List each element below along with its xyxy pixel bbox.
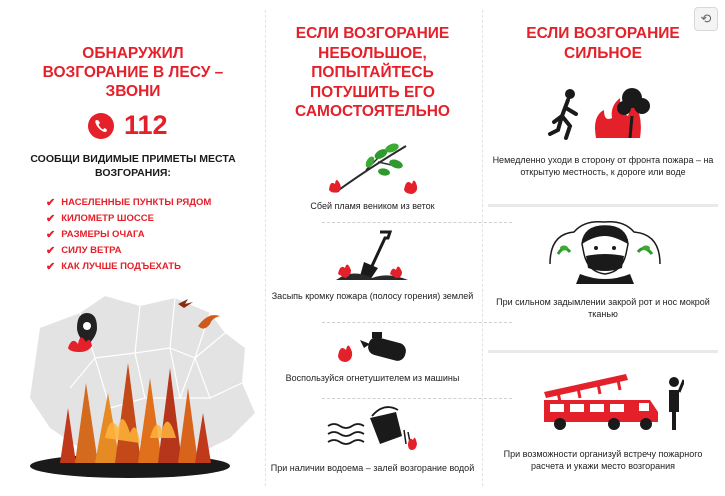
face-mask-icon <box>544 214 666 284</box>
column-divider <box>265 10 266 486</box>
list-item: ✔ КАК ЛУЧШЕ ПОДЪЕХАТЬ <box>46 260 181 273</box>
refresh-button[interactable] <box>694 7 718 31</box>
call-column <box>0 0 262 496</box>
checkmark-icon: ✔ <box>46 212 56 225</box>
emergency-phone <box>88 110 168 141</box>
call-heading: ОБНАРУЖИЛ ВОЗГОРАНИЕ В ЛЕСУ – ЗВОНИ <box>42 45 224 100</box>
phone-icon <box>88 113 114 139</box>
branch-fire-icon <box>326 140 418 196</box>
signs-title: СООБЩИ ВИДИМЫЕ ПРИМЕТЫ МЕСТА ВОЗГОРАНИЯ: <box>30 153 236 179</box>
extinguisher-icon <box>334 326 410 368</box>
refresh-icon: ⟲ <box>700 11 712 26</box>
step-divider <box>488 350 718 353</box>
list-item: ✔ СИЛУ ВЕТРА <box>46 244 122 257</box>
checkmark-icon: ✔ <box>46 260 56 273</box>
burning-forest-map-illustration <box>10 288 260 488</box>
step-text: Немедленно уходи в сторону от фронта пожара – на открытую местность, к дороге или воде <box>492 155 714 177</box>
column-divider <box>482 10 483 486</box>
step-text: Воспользуйся огнетушителем из машины <box>285 373 460 383</box>
step-divider <box>322 222 512 223</box>
list-item: ✔ КИЛОМЕТР ШОССЕ <box>46 212 154 225</box>
step-divider <box>322 398 512 399</box>
strong-fire-heading: ЕСЛИ ВОЗГОРАНИЕ СИЛЬНОЕ <box>526 25 680 62</box>
checkmark-icon: ✔ <box>46 244 56 257</box>
step-text: Засыпь кромку пожара (полосу горения) землей <box>271 291 474 301</box>
running-person-icon <box>548 80 658 146</box>
step-text: При возможности организуй встречу пожарного расчета и укажи место возгорания <box>503 449 703 471</box>
small-fire-column <box>270 0 475 496</box>
phone-number: 112 <box>124 110 168 140</box>
checkmark-icon: ✔ <box>46 196 56 209</box>
step-divider <box>488 204 718 207</box>
list-item: ✔ РАЗМЕРЫ ОЧАГА <box>46 228 145 241</box>
list-item: ✔ НАСЕЛЕННЫЕ ПУНКТЫ РЯДОМ <box>46 196 212 209</box>
step-text: Сбей пламя веником из веток <box>310 201 435 211</box>
shovel-icon <box>332 228 412 284</box>
small-fire-heading: ЕСЛИ ВОЗГОРАНИЕ НЕБОЛЬШОЕ, ПОПЫТАЙТЕСЬ ПОТУШИТЬ ЕГО САМОСТОЯТЕЛЬНО <box>295 25 450 120</box>
step-text: При сильном задымлении закрой рот и нос мокрой тканью <box>496 297 710 319</box>
fire-truck-icon <box>538 372 684 434</box>
checkmark-icon: ✔ <box>46 228 56 241</box>
step-text: При наличии водоема – залей возгорание водой <box>270 463 475 473</box>
step-divider <box>322 322 512 323</box>
signs-checklist <box>46 194 211 274</box>
bucket-water-icon <box>324 404 420 454</box>
strong-fire-column <box>488 0 718 496</box>
